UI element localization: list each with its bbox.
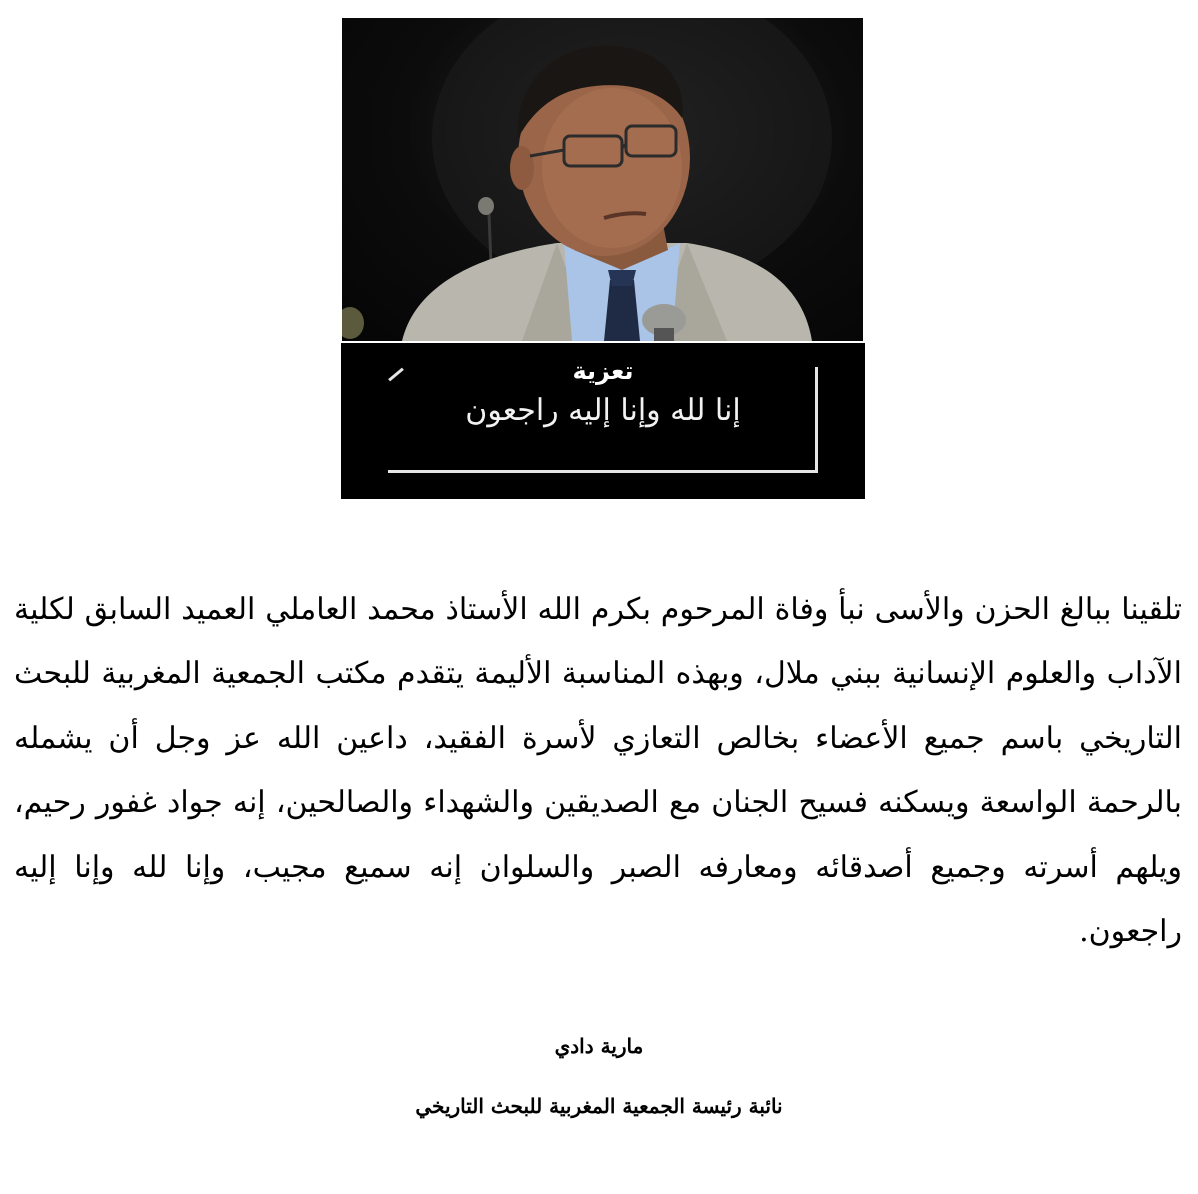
banner-verse: إنا لله وإنا إليه راجعون [465,393,741,428]
condolence-paragraph: تلقينا ببالغ الحزن والأسى نبأ وفاة المرحوم بكرم الله الأستاذ محمد العاملي العميد السابق لكلية الآداب والعلوم الإنسانية ببني ملال، وبهذه المناسبة الأليمة يتقدم مكتب الجمعية المغربية للبحث التاريخي باسم جميع الأعضاء بخالص التعازي لأسرة الفقيد، داعين الله عز وجل أن يشمله بالرحمة الواسعة ويسكنه فسيح الجنان مع الصديقين والشهداء والصالحين، إنه جواد غفور رحيم، ويلهم أسرته وجميع أصدقائه ومعارفه الصبر والسلوان إنه سميع مجيب، وإنا لله وإنا إليه راجعون. [14,592,1182,950]
condolence-banner [341,343,865,499]
portrait-photo [342,18,863,341]
banner-title: تعزية [572,357,634,385]
signatory-title: نائبة رئيسة الجمعية المغربية للبحث التاريخي [415,1094,783,1118]
signatory-name: مارية دادي [554,1034,644,1058]
